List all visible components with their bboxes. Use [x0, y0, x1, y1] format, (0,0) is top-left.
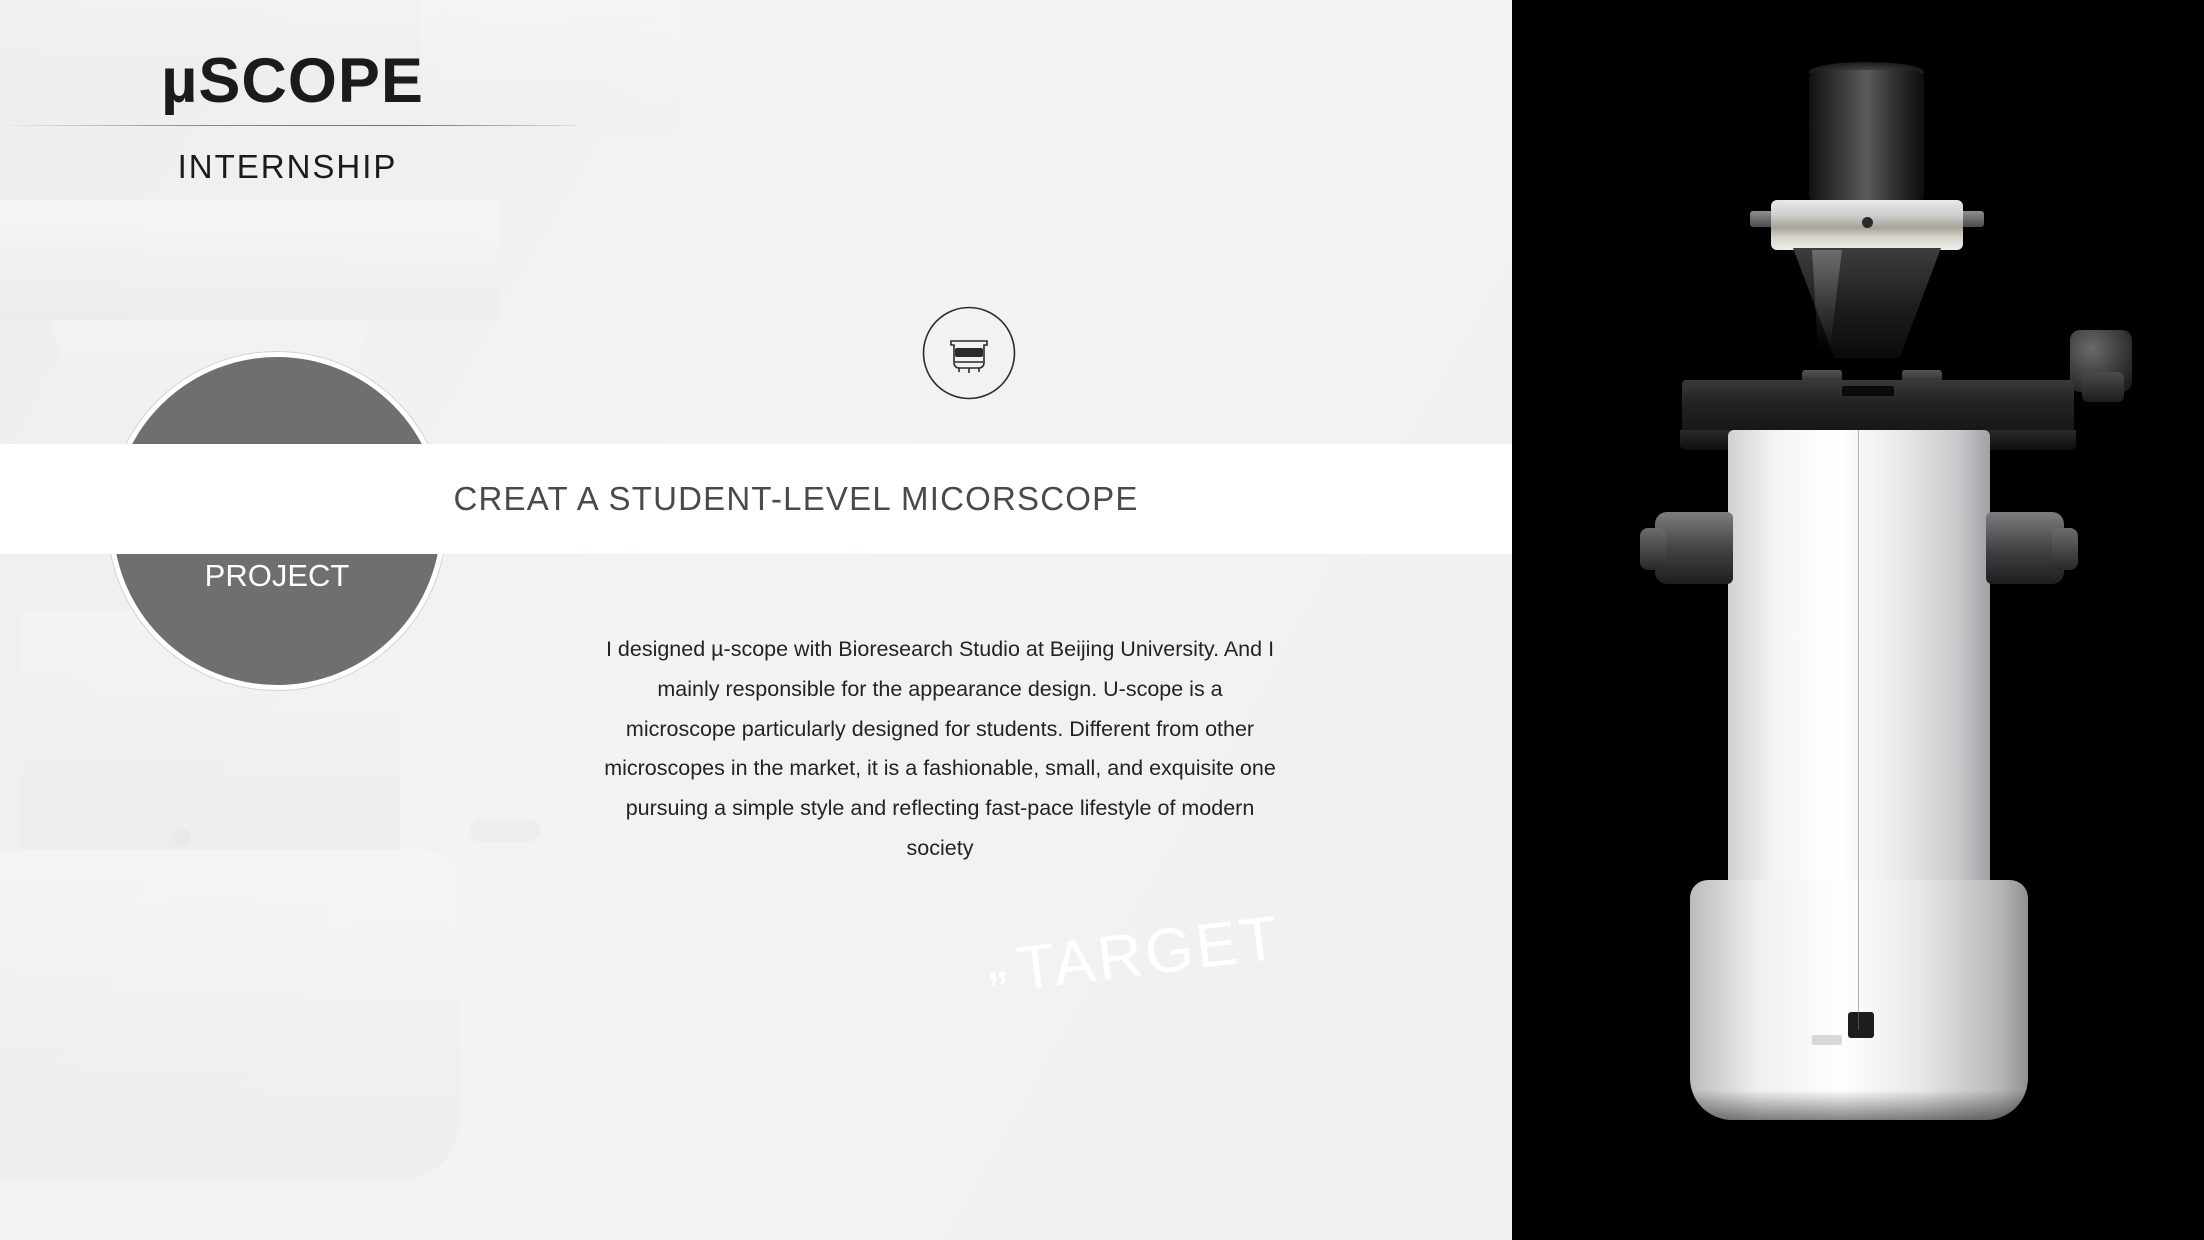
- quote-mark-icon: ”: [984, 962, 1013, 1014]
- watermark-word: TARGET: [1013, 903, 1285, 1004]
- ghost-artwork-dot: [172, 828, 190, 846]
- stage-aperture: [1842, 386, 1894, 396]
- base-brand-mark: [1812, 1035, 1842, 1045]
- badge-type-line-2: PROJECT: [204, 557, 350, 593]
- eyepiece-barrel: [1809, 70, 1924, 200]
- microscope-base: [1690, 880, 2028, 1120]
- side-turret-knob-secondary: [2082, 372, 2124, 402]
- headline-text: CREAT A STUDENT-LEVEL MICORSCOPE: [453, 480, 1139, 517]
- power-switch: [1848, 1012, 1874, 1038]
- product-photo-panel: [1512, 0, 2204, 1240]
- title-divider: [0, 125, 575, 126]
- page-subtitle: INTERNSHIP: [177, 148, 398, 185]
- safety-goggles-icon: [921, 305, 1017, 401]
- ghost-artwork-base: [0, 850, 460, 1180]
- base-shadow: [1690, 1090, 2028, 1124]
- microscope-illustration: [1512, 0, 2204, 1240]
- column-seam-line: [1858, 430, 1859, 1030]
- body-paragraph: I designed µ-scope with Bioresearch Studio at Beijing University. And I mainly responsible for the appearance design. U-scope is a microscope particularly designed for students. Different from other microscopes in the market, it is a fashionable, small, and exquisite one pursuing a simple style and reflecting fast-pace lifestyle of modern society: [604, 637, 1276, 860]
- title-block: [0, 46, 575, 186]
- focus-knob-left: [1655, 512, 1733, 584]
- focus-knob-left-outer: [1640, 528, 1666, 570]
- headline-strip: [0, 444, 1512, 554]
- focus-knob-right-outer: [2052, 528, 2078, 570]
- microscope-column: [1728, 430, 1990, 890]
- ghost-artwork-arm: [0, 200, 500, 320]
- ring-indicator-dot: [1862, 217, 1873, 228]
- ghost-artwork-knob: [470, 820, 540, 842]
- page-title: µSCOPE: [161, 46, 424, 116]
- target-watermark: [982, 902, 1286, 1012]
